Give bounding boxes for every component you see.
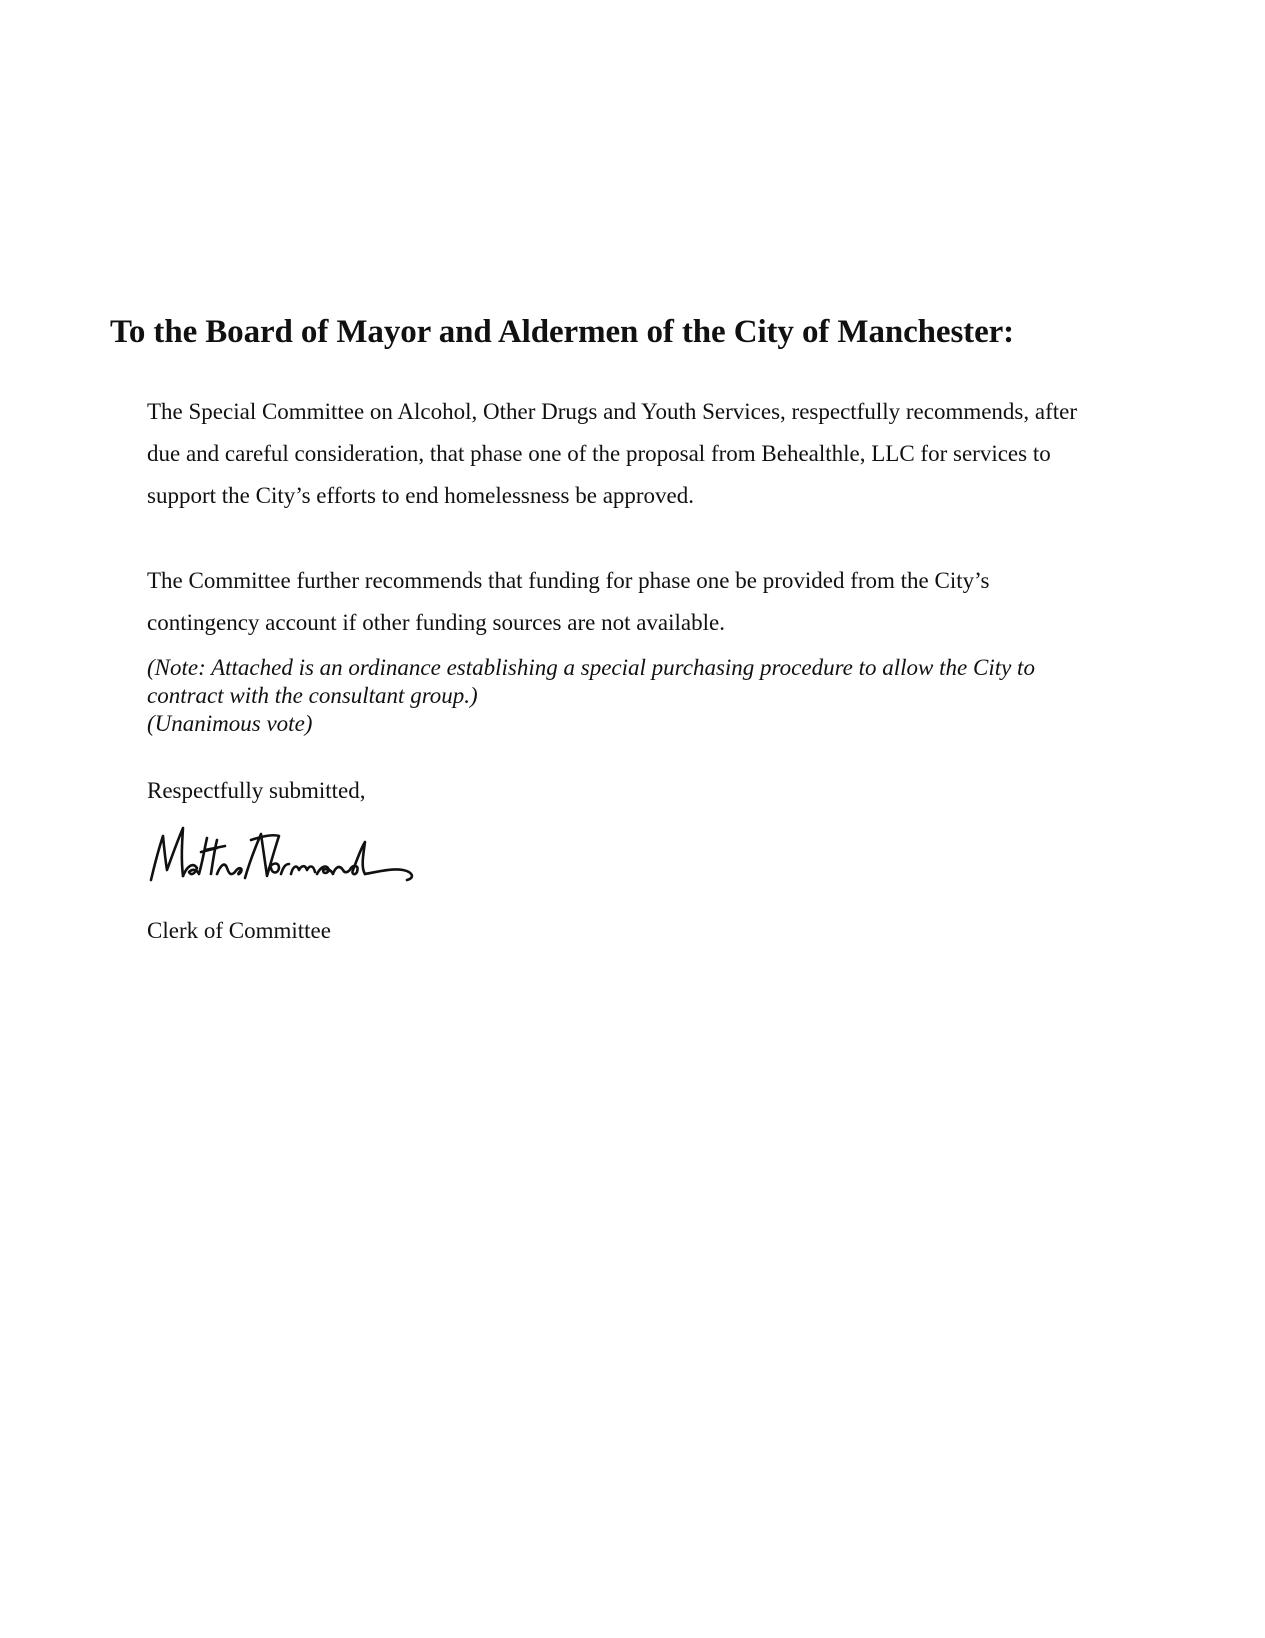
funding-paragraph: The Committee further recommends that funding for phase one be provided from the City’s contingency account if other funding sources are not available. [147,568,990,635]
letter-heading: To the Board of Mayor and Aldermen of the City of Manchester: [110,314,1015,350]
note-block [147,654,1107,738]
recommendation-paragraph: The Special Committee on Alcohol, Other Drugs and Youth Services, respectfully recommends, after due and careful consideration, that phase one of the proposal from Behealthle, LLC for services to support the City’s efforts to end homelessness be approved. [147,399,1078,508]
ordinance-note: (Note: Attached is an ordinance establishing a special purchasing procedure to allow the City to contract with the consultant group.) [147,655,1035,708]
handwritten-signature [145,818,420,898]
vote-note: (Unanimous vote) [147,711,313,736]
closing-line: Respectfully submitted, [147,778,366,803]
signer-title: Clerk of Committee [147,918,331,943]
